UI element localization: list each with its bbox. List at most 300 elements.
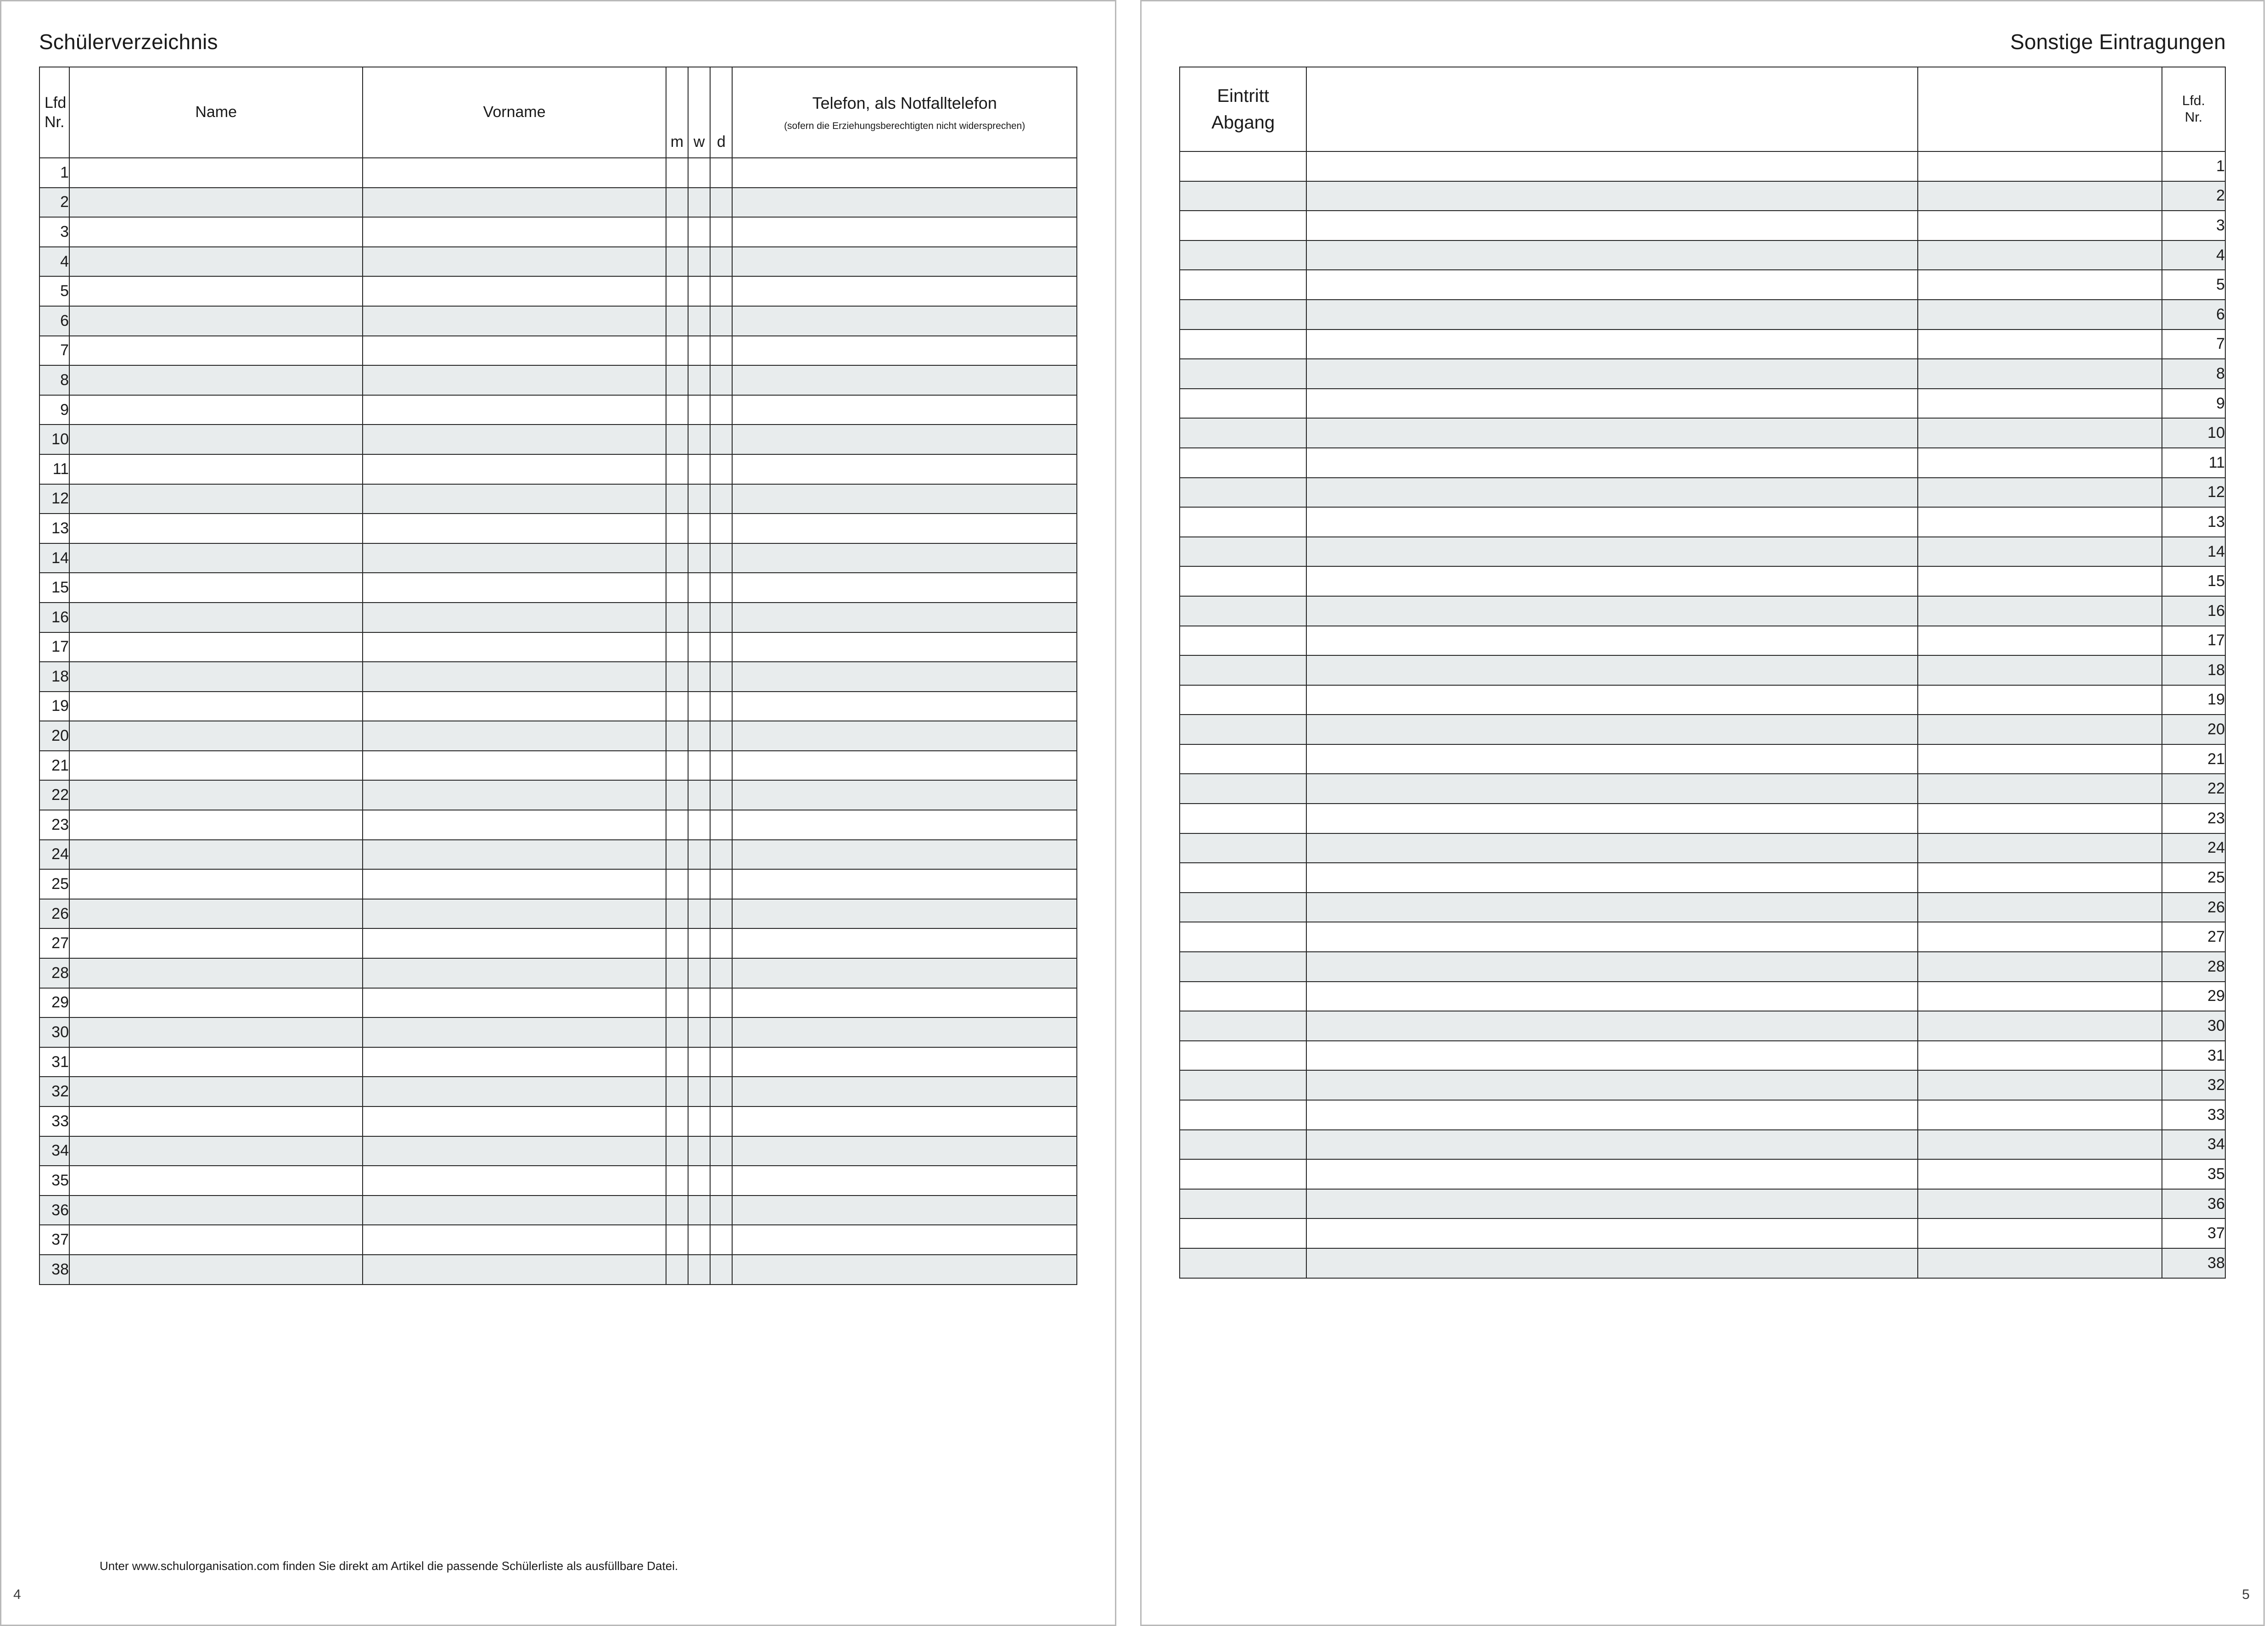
- m-cell[interactable]: [666, 425, 688, 454]
- m-cell[interactable]: [666, 158, 688, 188]
- m-cell[interactable]: [666, 810, 688, 840]
- notes-narrow-cell[interactable]: [1918, 359, 2162, 389]
- notes-narrow-cell[interactable]: [1918, 507, 2162, 537]
- m-cell[interactable]: [666, 1166, 688, 1196]
- notes-narrow-cell[interactable]: [1918, 181, 2162, 211]
- table-row[interactable]: [39, 869, 1077, 899]
- d-cell[interactable]: [710, 514, 732, 543]
- eintritt-abgang-cell[interactable]: [1180, 1011, 1306, 1041]
- notes-wide-cell[interactable]: [1306, 1011, 1918, 1041]
- table-row[interactable]: [1180, 715, 2225, 744]
- vorname-cell[interactable]: [363, 840, 666, 870]
- vorname-cell[interactable]: [363, 988, 666, 1018]
- notes-wide-cell[interactable]: [1306, 655, 1918, 685]
- notes-wide-cell[interactable]: [1306, 448, 1918, 478]
- notes-narrow-cell[interactable]: [1918, 833, 2162, 863]
- notes-narrow-cell[interactable]: [1918, 744, 2162, 774]
- eintritt-abgang-cell[interactable]: [1180, 1248, 1306, 1278]
- telefon-cell[interactable]: [732, 484, 1077, 514]
- notes-wide-cell[interactable]: [1306, 893, 1918, 922]
- vorname-cell[interactable]: [363, 188, 666, 218]
- table-row[interactable]: [1180, 478, 2225, 508]
- notes-narrow-cell[interactable]: [1918, 1041, 2162, 1071]
- notes-narrow-cell[interactable]: [1918, 151, 2162, 181]
- table-row[interactable]: [39, 1136, 1077, 1166]
- vorname-cell[interactable]: [363, 632, 666, 662]
- table-row[interactable]: [39, 1196, 1077, 1225]
- name-cell[interactable]: [69, 276, 363, 306]
- notes-wide-cell[interactable]: [1306, 833, 1918, 863]
- table-row[interactable]: [1180, 389, 2225, 419]
- notes-narrow-cell[interactable]: [1918, 1218, 2162, 1248]
- notes-wide-cell[interactable]: [1306, 744, 1918, 774]
- d-cell[interactable]: [710, 988, 732, 1018]
- vorname-cell[interactable]: [363, 603, 666, 632]
- notes-wide-cell[interactable]: [1306, 1070, 1918, 1100]
- d-cell[interactable]: [710, 1225, 732, 1255]
- w-cell[interactable]: [688, 928, 710, 958]
- d-cell[interactable]: [710, 840, 732, 870]
- vorname-cell[interactable]: [363, 365, 666, 395]
- name-cell[interactable]: [69, 1225, 363, 1255]
- d-cell[interactable]: [710, 692, 732, 721]
- table-row[interactable]: [1180, 685, 2225, 715]
- w-cell[interactable]: [688, 276, 710, 306]
- table-row[interactable]: [39, 336, 1077, 366]
- vorname-cell[interactable]: [363, 721, 666, 751]
- d-cell[interactable]: [710, 188, 732, 218]
- telefon-cell[interactable]: [732, 365, 1077, 395]
- eintritt-abgang-cell[interactable]: [1180, 1218, 1306, 1248]
- table-row[interactable]: [39, 751, 1077, 781]
- table-row[interactable]: [1180, 626, 2225, 656]
- d-cell[interactable]: [710, 1047, 732, 1077]
- vorname-cell[interactable]: [363, 1255, 666, 1285]
- notes-narrow-cell[interactable]: [1918, 330, 2162, 359]
- m-cell[interactable]: [666, 780, 688, 810]
- d-cell[interactable]: [710, 158, 732, 188]
- eintritt-abgang-cell[interactable]: [1180, 744, 1306, 774]
- telefon-cell[interactable]: [732, 1047, 1077, 1077]
- w-cell[interactable]: [688, 1077, 710, 1106]
- d-cell[interactable]: [710, 1106, 732, 1136]
- table-row[interactable]: [39, 158, 1077, 188]
- notes-wide-cell[interactable]: [1306, 596, 1918, 626]
- w-cell[interactable]: [688, 158, 710, 188]
- table-row[interactable]: [1180, 833, 2225, 863]
- notes-wide-cell[interactable]: [1306, 181, 1918, 211]
- m-cell[interactable]: [666, 573, 688, 603]
- name-cell[interactable]: [69, 454, 363, 484]
- table-row[interactable]: [39, 306, 1077, 336]
- table-row[interactable]: [1180, 300, 2225, 330]
- vorname-cell[interactable]: [363, 1136, 666, 1166]
- name-cell[interactable]: [69, 988, 363, 1018]
- notes-wide-cell[interactable]: [1306, 1248, 1918, 1278]
- eintritt-abgang-cell[interactable]: [1180, 537, 1306, 567]
- vorname-cell[interactable]: [363, 1106, 666, 1136]
- table-row[interactable]: [39, 988, 1077, 1018]
- telefon-cell[interactable]: [732, 958, 1077, 988]
- name-cell[interactable]: [69, 306, 363, 336]
- d-cell[interactable]: [710, 336, 732, 366]
- w-cell[interactable]: [688, 988, 710, 1018]
- m-cell[interactable]: [666, 632, 688, 662]
- name-cell[interactable]: [69, 158, 363, 188]
- telefon-cell[interactable]: [732, 721, 1077, 751]
- table-row[interactable]: [39, 840, 1077, 870]
- telefon-cell[interactable]: [732, 217, 1077, 247]
- d-cell[interactable]: [710, 1166, 732, 1196]
- telefon-cell[interactable]: [732, 662, 1077, 692]
- telefon-cell[interactable]: [732, 1106, 1077, 1136]
- name-cell[interactable]: [69, 1017, 363, 1047]
- vorname-cell[interactable]: [363, 899, 666, 929]
- eintritt-abgang-cell[interactable]: [1180, 448, 1306, 478]
- table-row[interactable]: [39, 810, 1077, 840]
- eintritt-abgang-cell[interactable]: [1180, 982, 1306, 1011]
- d-cell[interactable]: [710, 899, 732, 929]
- notes-wide-cell[interactable]: [1306, 1159, 1918, 1189]
- vorname-cell[interactable]: [363, 484, 666, 514]
- notes-wide-cell[interactable]: [1306, 211, 1918, 240]
- m-cell[interactable]: [666, 1106, 688, 1136]
- m-cell[interactable]: [666, 543, 688, 573]
- eintritt-abgang-cell[interactable]: [1180, 330, 1306, 359]
- telefon-cell[interactable]: [732, 603, 1077, 632]
- table-row[interactable]: [39, 484, 1077, 514]
- notes-wide-cell[interactable]: [1306, 566, 1918, 596]
- notes-narrow-cell[interactable]: [1918, 774, 2162, 804]
- table-row[interactable]: [1180, 270, 2225, 300]
- notes-wide-cell[interactable]: [1306, 389, 1918, 419]
- table-row[interactable]: [1180, 596, 2225, 626]
- eintritt-abgang-cell[interactable]: [1180, 922, 1306, 952]
- name-cell[interactable]: [69, 247, 363, 277]
- notes-wide-cell[interactable]: [1306, 715, 1918, 744]
- d-cell[interactable]: [710, 217, 732, 247]
- notes-wide-cell[interactable]: [1306, 922, 1918, 952]
- d-cell[interactable]: [710, 1255, 732, 1285]
- table-row[interactable]: [1180, 181, 2225, 211]
- name-cell[interactable]: [69, 840, 363, 870]
- table-row[interactable]: [39, 603, 1077, 632]
- eintritt-abgang-cell[interactable]: [1180, 1041, 1306, 1071]
- telefon-cell[interactable]: [732, 425, 1077, 454]
- notes-wide-cell[interactable]: [1306, 1130, 1918, 1160]
- telefon-cell[interactable]: [732, 780, 1077, 810]
- table-row[interactable]: [1180, 655, 2225, 685]
- m-cell[interactable]: [666, 1017, 688, 1047]
- table-row[interactable]: [39, 454, 1077, 484]
- notes-narrow-cell[interactable]: [1918, 418, 2162, 448]
- name-cell[interactable]: [69, 1255, 363, 1285]
- notes-wide-cell[interactable]: [1306, 685, 1918, 715]
- notes-wide-cell[interactable]: [1306, 151, 1918, 181]
- w-cell[interactable]: [688, 395, 710, 425]
- w-cell[interactable]: [688, 306, 710, 336]
- table-row[interactable]: [1180, 418, 2225, 448]
- table-row[interactable]: [1180, 1100, 2225, 1130]
- telefon-cell[interactable]: [732, 899, 1077, 929]
- telefon-cell[interactable]: [732, 454, 1077, 484]
- table-row[interactable]: [39, 1017, 1077, 1047]
- table-row[interactable]: [39, 247, 1077, 277]
- telefon-cell[interactable]: [732, 573, 1077, 603]
- w-cell[interactable]: [688, 958, 710, 988]
- m-cell[interactable]: [666, 899, 688, 929]
- telefon-cell[interactable]: [732, 188, 1077, 218]
- table-row[interactable]: [39, 217, 1077, 247]
- table-row[interactable]: [1180, 774, 2225, 804]
- m-cell[interactable]: [666, 869, 688, 899]
- telefon-cell[interactable]: [732, 543, 1077, 573]
- table-row[interactable]: [1180, 211, 2225, 240]
- notes-narrow-cell[interactable]: [1918, 448, 2162, 478]
- telefon-cell[interactable]: [732, 247, 1077, 277]
- notes-narrow-cell[interactable]: [1918, 596, 2162, 626]
- notes-narrow-cell[interactable]: [1918, 952, 2162, 982]
- telefon-cell[interactable]: [732, 158, 1077, 188]
- table-row[interactable]: [1180, 893, 2225, 922]
- table-row[interactable]: [39, 543, 1077, 573]
- w-cell[interactable]: [688, 1166, 710, 1196]
- name-cell[interactable]: [69, 514, 363, 543]
- eintritt-abgang-cell[interactable]: [1180, 418, 1306, 448]
- telefon-cell[interactable]: [732, 810, 1077, 840]
- vorname-cell[interactable]: [363, 543, 666, 573]
- table-row[interactable]: [1180, 1011, 2225, 1041]
- notes-narrow-cell[interactable]: [1918, 1189, 2162, 1219]
- telefon-cell[interactable]: [732, 692, 1077, 721]
- w-cell[interactable]: [688, 1106, 710, 1136]
- table-row[interactable]: [39, 573, 1077, 603]
- vorname-cell[interactable]: [363, 158, 666, 188]
- notes-wide-cell[interactable]: [1306, 418, 1918, 448]
- notes-narrow-cell[interactable]: [1918, 478, 2162, 508]
- vorname-cell[interactable]: [363, 780, 666, 810]
- table-row[interactable]: [1180, 359, 2225, 389]
- table-row[interactable]: [39, 365, 1077, 395]
- m-cell[interactable]: [666, 958, 688, 988]
- name-cell[interactable]: [69, 721, 363, 751]
- d-cell[interactable]: [710, 365, 732, 395]
- vorname-cell[interactable]: [363, 1196, 666, 1225]
- d-cell[interactable]: [710, 1136, 732, 1166]
- w-cell[interactable]: [688, 721, 710, 751]
- table-row[interactable]: [39, 1077, 1077, 1106]
- table-row[interactable]: [39, 692, 1077, 721]
- notes-narrow-cell[interactable]: [1918, 240, 2162, 270]
- d-cell[interactable]: [710, 247, 732, 277]
- vorname-cell[interactable]: [363, 276, 666, 306]
- eintritt-abgang-cell[interactable]: [1180, 211, 1306, 240]
- notes-wide-cell[interactable]: [1306, 1189, 1918, 1219]
- eintritt-abgang-cell[interactable]: [1180, 863, 1306, 893]
- vorname-cell[interactable]: [363, 395, 666, 425]
- notes-narrow-cell[interactable]: [1918, 626, 2162, 656]
- notes-wide-cell[interactable]: [1306, 507, 1918, 537]
- table-row[interactable]: [1180, 1070, 2225, 1100]
- d-cell[interactable]: [710, 395, 732, 425]
- notes-narrow-cell[interactable]: [1918, 537, 2162, 567]
- eintritt-abgang-cell[interactable]: [1180, 685, 1306, 715]
- w-cell[interactable]: [688, 336, 710, 366]
- telefon-cell[interactable]: [732, 1196, 1077, 1225]
- name-cell[interactable]: [69, 1166, 363, 1196]
- m-cell[interactable]: [666, 840, 688, 870]
- m-cell[interactable]: [666, 692, 688, 721]
- name-cell[interactable]: [69, 1106, 363, 1136]
- m-cell[interactable]: [666, 365, 688, 395]
- eintritt-abgang-cell[interactable]: [1180, 1130, 1306, 1160]
- eintritt-abgang-cell[interactable]: [1180, 774, 1306, 804]
- d-cell[interactable]: [710, 721, 732, 751]
- name-cell[interactable]: [69, 484, 363, 514]
- vorname-cell[interactable]: [363, 662, 666, 692]
- notes-narrow-cell[interactable]: [1918, 982, 2162, 1011]
- telefon-cell[interactable]: [732, 336, 1077, 366]
- d-cell[interactable]: [710, 958, 732, 988]
- name-cell[interactable]: [69, 1077, 363, 1106]
- m-cell[interactable]: [666, 751, 688, 781]
- table-row[interactable]: [1180, 1041, 2225, 1071]
- m-cell[interactable]: [666, 306, 688, 336]
- vorname-cell[interactable]: [363, 573, 666, 603]
- m-cell[interactable]: [666, 603, 688, 632]
- telefon-cell[interactable]: [732, 276, 1077, 306]
- name-cell[interactable]: [69, 425, 363, 454]
- eintritt-abgang-cell[interactable]: [1180, 389, 1306, 419]
- table-row[interactable]: [1180, 922, 2225, 952]
- name-cell[interactable]: [69, 1047, 363, 1077]
- notes-wide-cell[interactable]: [1306, 952, 1918, 982]
- vorname-cell[interactable]: [363, 692, 666, 721]
- notes-narrow-cell[interactable]: [1918, 863, 2162, 893]
- d-cell[interactable]: [710, 632, 732, 662]
- telefon-cell[interactable]: [732, 1255, 1077, 1285]
- d-cell[interactable]: [710, 928, 732, 958]
- name-cell[interactable]: [69, 188, 363, 218]
- table-row[interactable]: [1180, 448, 2225, 478]
- w-cell[interactable]: [688, 1196, 710, 1225]
- notes-narrow-cell[interactable]: [1918, 211, 2162, 240]
- notes-wide-cell[interactable]: [1306, 240, 1918, 270]
- notes-wide-cell[interactable]: [1306, 804, 1918, 833]
- notes-wide-cell[interactable]: [1306, 330, 1918, 359]
- telefon-cell[interactable]: [732, 306, 1077, 336]
- notes-wide-cell[interactable]: [1306, 478, 1918, 508]
- w-cell[interactable]: [688, 899, 710, 929]
- m-cell[interactable]: [666, 395, 688, 425]
- vorname-cell[interactable]: [363, 928, 666, 958]
- name-cell[interactable]: [69, 1196, 363, 1225]
- vorname-cell[interactable]: [363, 1077, 666, 1106]
- table-row[interactable]: [39, 958, 1077, 988]
- table-row[interactable]: [39, 899, 1077, 929]
- table-row[interactable]: [1180, 863, 2225, 893]
- telefon-cell[interactable]: [732, 840, 1077, 870]
- table-row[interactable]: [39, 632, 1077, 662]
- table-row[interactable]: [1180, 240, 2225, 270]
- notes-narrow-cell[interactable]: [1918, 1130, 2162, 1160]
- eintritt-abgang-cell[interactable]: [1180, 715, 1306, 744]
- w-cell[interactable]: [688, 514, 710, 543]
- m-cell[interactable]: [666, 247, 688, 277]
- w-cell[interactable]: [688, 869, 710, 899]
- table-row[interactable]: [39, 514, 1077, 543]
- w-cell[interactable]: [688, 484, 710, 514]
- notes-wide-cell[interactable]: [1306, 270, 1918, 300]
- vorname-cell[interactable]: [363, 336, 666, 366]
- eintritt-abgang-cell[interactable]: [1180, 626, 1306, 656]
- eintritt-abgang-cell[interactable]: [1180, 1189, 1306, 1219]
- eintritt-abgang-cell[interactable]: [1180, 270, 1306, 300]
- name-cell[interactable]: [69, 958, 363, 988]
- name-cell[interactable]: [69, 751, 363, 781]
- table-row[interactable]: [39, 780, 1077, 810]
- name-cell[interactable]: [69, 632, 363, 662]
- name-cell[interactable]: [69, 543, 363, 573]
- table-row[interactable]: [1180, 507, 2225, 537]
- m-cell[interactable]: [666, 514, 688, 543]
- table-row[interactable]: [1180, 744, 2225, 774]
- w-cell[interactable]: [688, 780, 710, 810]
- w-cell[interactable]: [688, 188, 710, 218]
- table-row[interactable]: [39, 662, 1077, 692]
- w-cell[interactable]: [688, 810, 710, 840]
- d-cell[interactable]: [710, 276, 732, 306]
- d-cell[interactable]: [710, 780, 732, 810]
- notes-wide-cell[interactable]: [1306, 300, 1918, 330]
- d-cell[interactable]: [710, 573, 732, 603]
- vorname-cell[interactable]: [363, 425, 666, 454]
- notes-wide-cell[interactable]: [1306, 1218, 1918, 1248]
- vorname-cell[interactable]: [363, 1225, 666, 1255]
- w-cell[interactable]: [688, 662, 710, 692]
- w-cell[interactable]: [688, 217, 710, 247]
- table-row[interactable]: [39, 1225, 1077, 1255]
- name-cell[interactable]: [69, 869, 363, 899]
- telefon-cell[interactable]: [732, 869, 1077, 899]
- eintritt-abgang-cell[interactable]: [1180, 240, 1306, 270]
- table-row[interactable]: [1180, 1218, 2225, 1248]
- d-cell[interactable]: [710, 543, 732, 573]
- eintritt-abgang-cell[interactable]: [1180, 566, 1306, 596]
- name-cell[interactable]: [69, 810, 363, 840]
- name-cell[interactable]: [69, 217, 363, 247]
- vorname-cell[interactable]: [363, 869, 666, 899]
- d-cell[interactable]: [710, 662, 732, 692]
- d-cell[interactable]: [710, 751, 732, 781]
- name-cell[interactable]: [69, 395, 363, 425]
- m-cell[interactable]: [666, 1077, 688, 1106]
- d-cell[interactable]: [710, 1017, 732, 1047]
- name-cell[interactable]: [69, 365, 363, 395]
- m-cell[interactable]: [666, 484, 688, 514]
- table-row[interactable]: [39, 395, 1077, 425]
- m-cell[interactable]: [666, 721, 688, 751]
- d-cell[interactable]: [710, 603, 732, 632]
- vorname-cell[interactable]: [363, 247, 666, 277]
- w-cell[interactable]: [688, 365, 710, 395]
- w-cell[interactable]: [688, 632, 710, 662]
- d-cell[interactable]: [710, 484, 732, 514]
- notes-narrow-cell[interactable]: [1918, 715, 2162, 744]
- name-cell[interactable]: [69, 928, 363, 958]
- telefon-cell[interactable]: [732, 514, 1077, 543]
- notes-wide-cell[interactable]: [1306, 626, 1918, 656]
